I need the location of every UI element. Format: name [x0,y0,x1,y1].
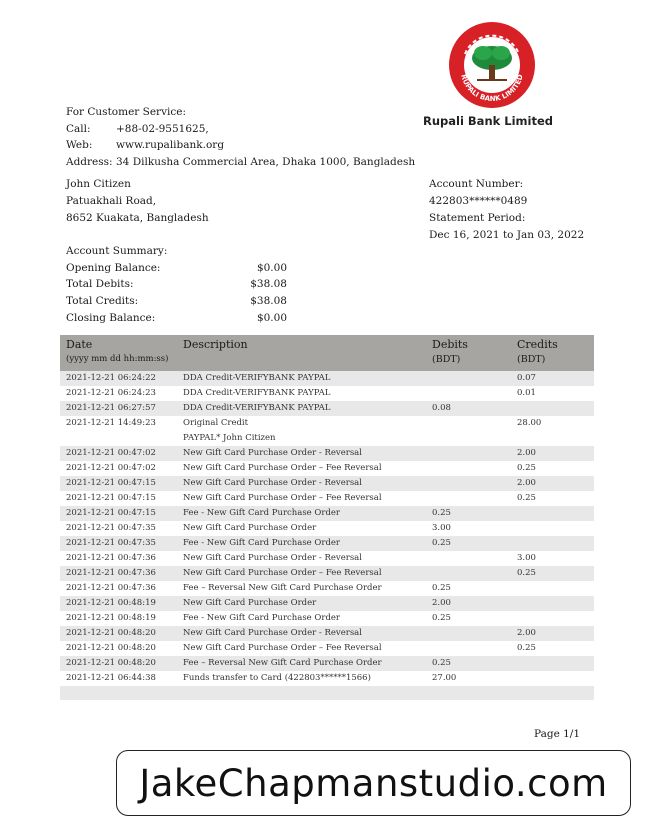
summary-amount: $0.00 [256,261,287,274]
row-description: New Gift Card Purchase Order - Reversal [183,553,362,563]
table-row [60,656,594,671]
account-summary [66,243,287,327]
row-description: New Gift Card Purchase Order [183,523,317,533]
row-credit: 0.25 [517,493,536,503]
summary-label: Opening Balance: [66,261,161,274]
web-label: Web: [66,139,93,151]
row-description: New Gift Card Purchase Order - Reversal [183,628,362,638]
account-number-label: Account Number: [429,178,524,190]
call-label: Call: [66,122,91,135]
row-description: DDA Credit-VERIFYBANK PAYPAL [183,373,331,383]
row-debit: 0.25 [432,613,451,623]
customer-service-block [66,104,415,170]
table-row [60,401,594,416]
row-credit: 2.00 [517,478,536,488]
summary-heading: Account Summary: [66,245,168,257]
row-date: 2021-12-21 00:48:20 [66,643,156,653]
customer-block [66,176,209,227]
row-date: 2021-12-21 00:48:19 [66,598,156,608]
row-credit: 3.00 [517,553,536,563]
table-row [60,566,594,581]
statement-period-label: Statement Period: [429,212,526,224]
transactions-table [60,335,594,700]
row-description: Funds transfer to Card (422803******1566) [183,673,371,683]
row-description: Fee – Reversal New Gift Card Purchase Order [183,658,382,668]
table-row [60,371,594,386]
row-credit: 28.00 [517,418,542,428]
call-value: +88-02-9551625, [116,122,209,135]
table-row [60,461,594,476]
row-description: Fee - New Gift Card Purchase Order [183,508,340,518]
row-date: 2021-12-21 00:47:36 [66,553,156,563]
summary-amount: $38.08 [250,278,287,291]
table-row [60,521,594,536]
account-number: 422803******0489 [429,195,528,207]
row-description: Original Credit [183,418,249,428]
header-credits: Credits [517,338,558,351]
table-header [60,335,594,371]
customer-service-heading: For Customer Service: [66,106,186,118]
row-date: 2021-12-21 00:47:35 [66,523,156,533]
header-credits-unit: (BDT) [517,354,546,365]
header-date: Date [66,338,93,351]
row-debit: 2.00 [432,598,451,608]
statement-period: Dec 16, 2021 to Jan 03, 2022 [429,229,585,241]
header-debits: Debits [432,338,468,351]
table-row [60,386,594,401]
row-debit: 0.25 [432,658,451,668]
row-date: 2021-12-21 00:47:36 [66,583,156,593]
summary-label: Total Credits: [66,295,139,308]
row-description: New Gift Card Purchase Order – Fee Reversal [183,463,382,473]
bank-name: Rupali Bank Limited [423,114,554,128]
row-date: 2021-12-21 00:47:15 [66,508,156,518]
row-date: 2021-12-21 00:48:20 [66,658,156,668]
row-debit: 0.25 [432,583,451,593]
row-date: 2021-12-21 00:47:35 [66,538,156,548]
row-debit: 0.08 [432,403,451,413]
table-row [60,671,594,686]
row-credit: 0.25 [517,643,536,653]
row-description: New Gift Card Purchase Order - Reversal [183,478,362,488]
table-row [60,641,594,656]
row-description: New Gift Card Purchase Order – Fee Reversal [183,643,382,653]
account-block [429,176,584,244]
watermark: JakeChapmanstudio.com [116,750,631,816]
customer-name: John Citizen [66,178,131,190]
row-description: Fee - New Gift Card Purchase Order [183,613,340,623]
customer-address-1: Patuakhali Road, [66,195,157,207]
row-date: 2021-12-21 00:48:19 [66,613,156,623]
address-label: Address: [66,155,113,168]
table-row [60,491,594,506]
row-date: 2021-12-21 06:24:22 [66,373,156,383]
header-description: Description [183,338,248,351]
customer-address-2: 8652 Kuakata, Bangladesh [66,212,209,224]
row-credit: 2.00 [517,628,536,638]
row-description: New Gift Card Purchase Order – Fee Reversal [183,493,382,503]
table-row [60,476,594,491]
row-description: DDA Credit-VERIFYBANK PAYPAL [183,388,331,398]
web-link[interactable]: www.rupalibank.org [116,139,225,151]
table-footer-bar [60,686,594,700]
summary-label: Total Debits: [66,278,134,291]
summary-amount: $38.08 [250,295,287,308]
row-debit: 27.00 [432,673,457,683]
table-row [60,626,594,641]
row-date: 2021-12-21 00:47:36 [66,568,156,578]
row-description: DDA Credit-VERIFYBANK PAYPAL [183,403,331,413]
row-description: Fee - New Gift Card Purchase Order [183,538,340,548]
table-row [60,446,594,461]
row-date: 2021-12-21 14:49:23 [66,418,156,428]
row-description: New Gift Card Purchase Order [183,598,317,608]
table-row [60,506,594,521]
header-date-format: (yyyy mm dd hh:mm:ss) [66,354,169,364]
row-credit: 0.07 [517,373,536,383]
row-credit: 2.00 [517,448,536,458]
row-date: 2021-12-21 06:24:23 [66,388,156,398]
row-credit: 0.25 [517,463,536,473]
row-date: 2021-12-21 06:27:57 [66,403,156,413]
row-debit: 0.25 [432,508,451,518]
row-date: 2021-12-21 00:47:02 [66,448,156,458]
table-row [60,416,594,446]
row-debit: 3.00 [432,523,451,533]
row-description: New Gift Card Purchase Order - Reversal [183,448,362,458]
row-debit: 0.25 [432,538,451,548]
table-row [60,536,594,551]
header-debits-unit: (BDT) [432,354,461,365]
table-row [60,611,594,626]
table-body [60,371,594,686]
logo-text: RUPALI BANK LIMITED [459,73,525,104]
row-date: 2021-12-21 00:47:15 [66,478,156,488]
row-credit: 0.25 [517,568,536,578]
table-row [60,581,594,596]
row-date: 2021-12-21 00:47:15 [66,493,156,503]
row-date: 2021-12-21 06:44:38 [66,673,156,683]
summary-label: Closing Balance: [66,311,156,324]
bank-logo [447,20,537,110]
page-number: Page 1/1 [534,728,581,740]
row-date: 2021-12-21 00:47:02 [66,463,156,473]
table-row [60,551,594,566]
row-credit: 0.01 [517,388,536,398]
address-value: 34 Dilkusha Commercial Area, Dhaka 1000, Bangladesh [116,155,416,168]
table-row [60,596,594,611]
summary-amount: $0.00 [256,311,287,324]
row-date: 2021-12-21 00:48:20 [66,628,156,638]
row-description-line2: PAYPAL* John Citizen [183,433,276,443]
row-description: Fee – Reversal New Gift Card Purchase Order [183,583,382,593]
row-description: New Gift Card Purchase Order – Fee Reversal [183,568,382,578]
